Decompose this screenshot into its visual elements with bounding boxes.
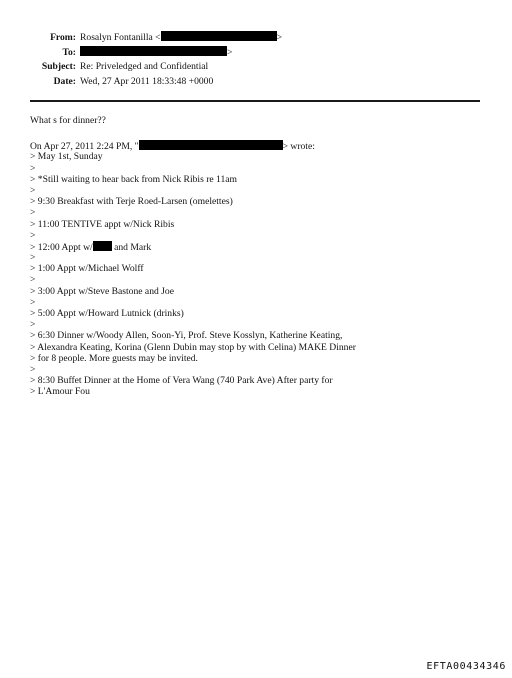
from-value: [80, 31, 282, 46]
quoted-line: > L'Amour Fou: [30, 386, 90, 398]
email-body: [30, 115, 490, 398]
appt-1200-prefix: > 12:00 Appt w/: [30, 241, 93, 253]
quoted-line: > 9:30 Breakfast with Terje Roed-Larsen (omelettes): [30, 196, 233, 208]
subject-row: [0, 60, 512, 75]
quoted-line: >: [30, 252, 36, 264]
subject-value: Re: Priveledged and Confidential: [80, 61, 209, 72]
from-label: From:: [50, 32, 76, 43]
quoted-line: > *Still waiting to hear back from Nick Ribis re 11am: [30, 173, 238, 185]
quoted-line: > 8:30 Buffet Dinner at the Home of Vera Wang (740 Park Ave) After party for: [30, 375, 333, 387]
to-close: >: [227, 46, 233, 58]
paragraph-gap: [30, 126, 490, 140]
bates-number: EFTA00434346: [426, 661, 506, 672]
to-row: [0, 46, 512, 61]
quoted-line: >: [30, 184, 36, 196]
date-value: Wed, 27 Apr 2011 18:33:48 +0000: [80, 75, 214, 87]
quoted-line: >: [30, 162, 36, 174]
appt-1200-suffix: and Mark: [111, 241, 152, 253]
quote-intro-prefix: On Apr 27, 2011 2:24 PM, ": [30, 141, 139, 153]
quoted-line: > 3:00 Appt w/Steve Bastone and Joe: [30, 285, 174, 297]
quoted-line-appt-1200: [30, 241, 490, 252]
date-row: [0, 75, 512, 90]
from-close: >: [276, 32, 282, 43]
to-label: To:: [62, 46, 76, 58]
quoted-line: > Alexandra Keating, Korina (Glenn Dubin may stop by with Celina) MAKE Dinner: [30, 341, 356, 353]
from-row: [0, 31, 512, 46]
quoted-line: > May 1st, Sunday: [30, 151, 103, 163]
quoted-lines-1: [30, 151, 490, 241]
quoted-line: > 11:00 TENTIVE appt w/Nick Ribis: [30, 218, 175, 230]
from-name: Rosalyn Fontanilla <: [80, 32, 161, 43]
redaction-box: [139, 140, 283, 150]
to-value: [80, 46, 232, 61]
header-divider: [30, 100, 480, 102]
quoted-line: >: [30, 296, 36, 308]
redaction-box: [80, 46, 227, 56]
reply-line: What s for dinner??: [30, 115, 106, 126]
quote-intro: [30, 140, 490, 151]
quoted-line: >: [30, 363, 36, 375]
quoted-lines-2: [30, 252, 490, 397]
quoted-line: > 5:00 Appt w/Howard Lutnick (drinks): [30, 308, 184, 319]
email-header: [0, 31, 512, 89]
quoted-line: >: [30, 274, 36, 286]
quoted-line: >: [30, 229, 36, 241]
quoted-line: >: [30, 319, 36, 331]
quoted-line: > 6:30 Dinner w/Woody Allen, Soon-Yi, Prof. Steve Kosslyn, Katherine Keating,: [30, 330, 343, 342]
redaction-box: [93, 241, 112, 251]
subject-label: Subject:: [41, 61, 76, 72]
quoted-line: >: [30, 207, 36, 219]
redaction-box: [161, 31, 277, 41]
date-label: Date:: [53, 75, 76, 87]
quote-intro-suffix: > wrote:: [282, 141, 315, 153]
quoted-line: > for 8 people. More guests may be invited.: [30, 352, 198, 364]
quoted-line: > 1:00 Appt w/Michael Wolff: [30, 263, 144, 275]
